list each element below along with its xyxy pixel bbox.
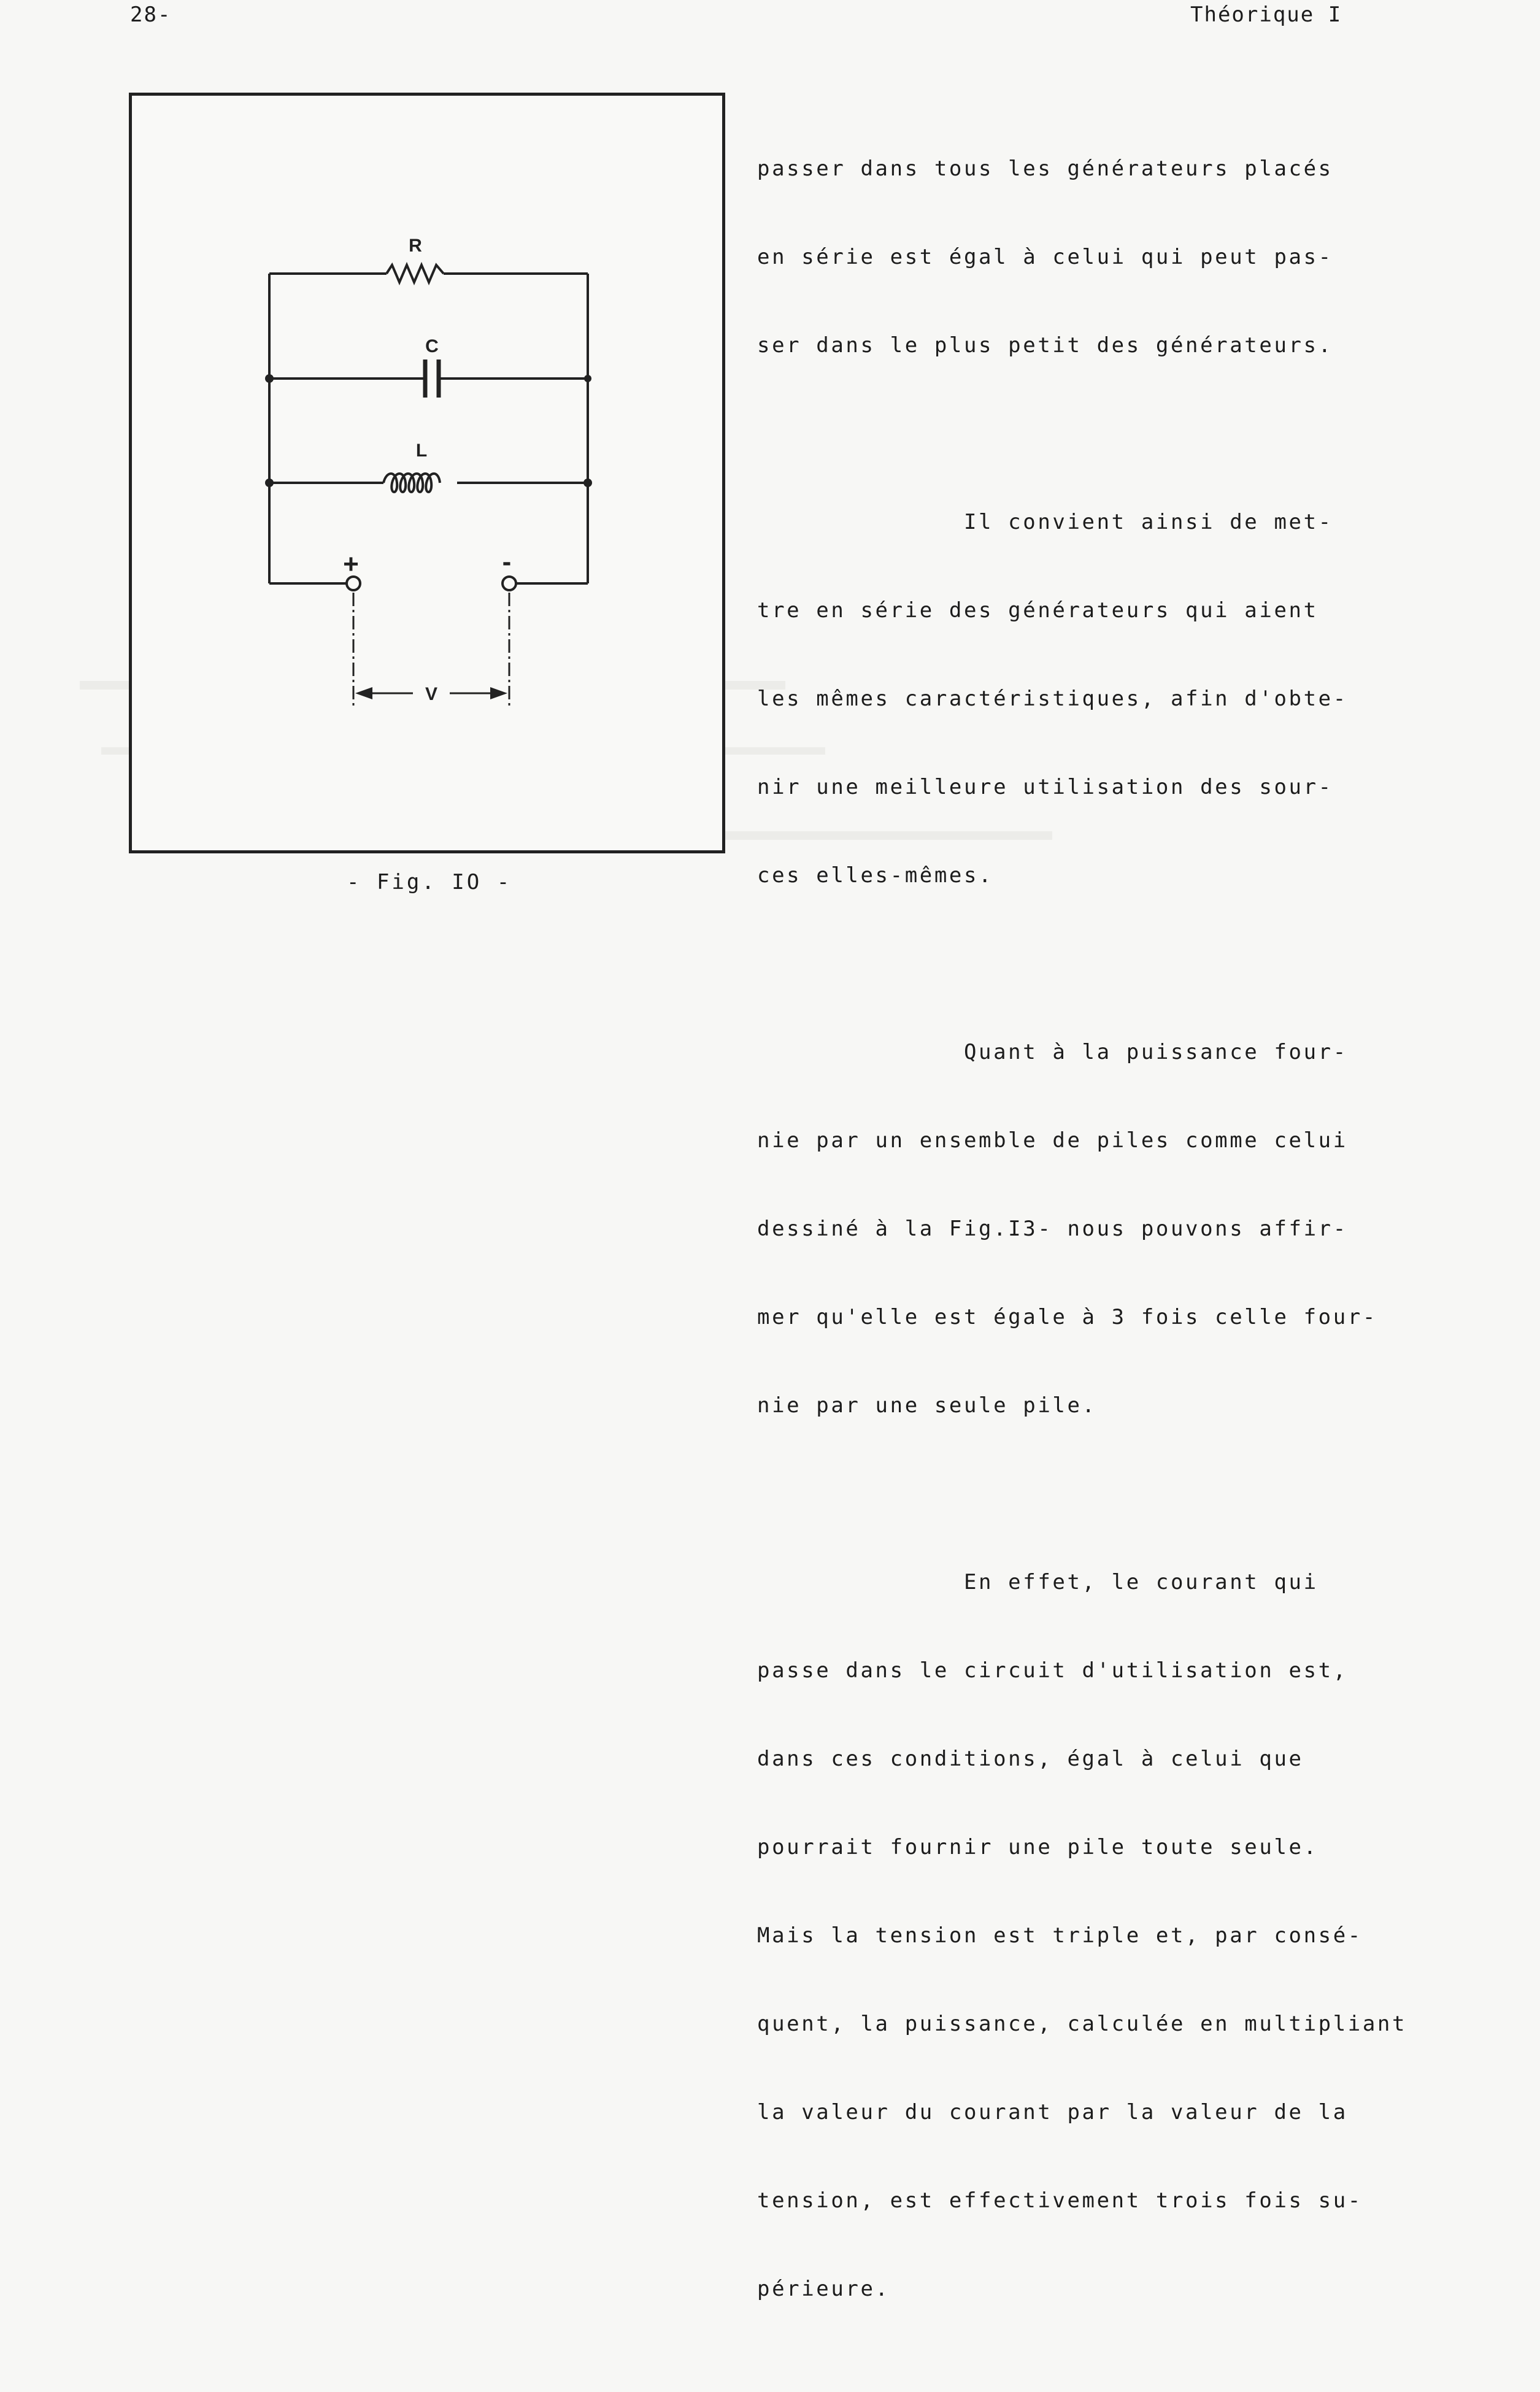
text-line: pourrait fournir une pile toute seule. bbox=[757, 1835, 1319, 1859]
junction-dot bbox=[583, 479, 592, 487]
voltage-arrowhead-left bbox=[355, 687, 372, 699]
text-line: nie par une seule pile. bbox=[757, 1393, 1097, 1418]
running-head: Théorique I bbox=[1190, 2, 1342, 27]
plus-terminal-label: + bbox=[343, 549, 359, 579]
text-line: mer qu'elle est égale à 3 fois celle four- bbox=[757, 1305, 1377, 1329]
paragraph bbox=[757, 448, 1407, 949]
inductor-label: L bbox=[415, 440, 428, 461]
text-line: nie par un ensemble de piles comme celui bbox=[757, 1128, 1348, 1153]
junction-dot bbox=[265, 374, 274, 383]
voltage-arrowhead-right bbox=[490, 687, 507, 699]
text-line: Quant à la puissance four- bbox=[757, 1040, 1348, 1064]
text-line: Il convient ainsi de met- bbox=[757, 510, 1333, 534]
text-line: la valeur du courant par la valeur de la bbox=[757, 2100, 1348, 2125]
voltage-label: V bbox=[425, 684, 438, 704]
text-line: ces elles-mêmes. bbox=[757, 863, 994, 888]
figure-frame bbox=[129, 93, 725, 853]
paragraph bbox=[757, 1509, 1407, 2363]
minus-terminal-label: - bbox=[502, 547, 512, 577]
junction-dot bbox=[584, 375, 591, 382]
resistor-symbol bbox=[387, 265, 444, 282]
text-line: en série est égal à celui qui peut pas- bbox=[757, 245, 1333, 269]
text-line: nir une meilleure utilisation des sour- bbox=[757, 775, 1333, 799]
text-line: passe dans le circuit d'utilisation est, bbox=[757, 1658, 1348, 1683]
text-line: tension, est effectivement trois fois su- bbox=[757, 2188, 1363, 2213]
text-line: dessiné à la Fig.I3- nous pouvons affir- bbox=[757, 1217, 1348, 1241]
text-line: dans ces conditions, égal à celui que bbox=[757, 1747, 1304, 1771]
text-line: passer dans tous les générateurs placés bbox=[757, 156, 1333, 181]
text-line: quent, la puissance, calculée en multipliant bbox=[757, 2012, 1407, 2036]
text-line: Mais la tension est triple et, par consé- bbox=[757, 1923, 1363, 1948]
inductor-coil bbox=[383, 474, 440, 492]
text-line: En effet, le courant qui bbox=[757, 1570, 1319, 1594]
body-text bbox=[757, 95, 1407, 2392]
paragraph bbox=[757, 979, 1407, 1479]
minus-terminal bbox=[502, 577, 516, 590]
text-line: périeure. bbox=[757, 2277, 890, 2301]
circuit-diagram bbox=[132, 96, 722, 850]
text-line: ser dans le plus petit des générateurs. bbox=[757, 333, 1333, 358]
junction-dot bbox=[265, 479, 274, 487]
capacitor-label: C bbox=[425, 336, 439, 356]
text-line: les mêmes caractéristiques, afin d'obte- bbox=[757, 686, 1348, 711]
paragraph bbox=[757, 95, 1407, 419]
page-number: 28- bbox=[130, 2, 172, 27]
text-line: tre en série des générateurs qui aient bbox=[757, 598, 1319, 623]
figure-caption: - Fig. IO - bbox=[347, 870, 512, 894]
resistor-label: R bbox=[409, 236, 422, 256]
